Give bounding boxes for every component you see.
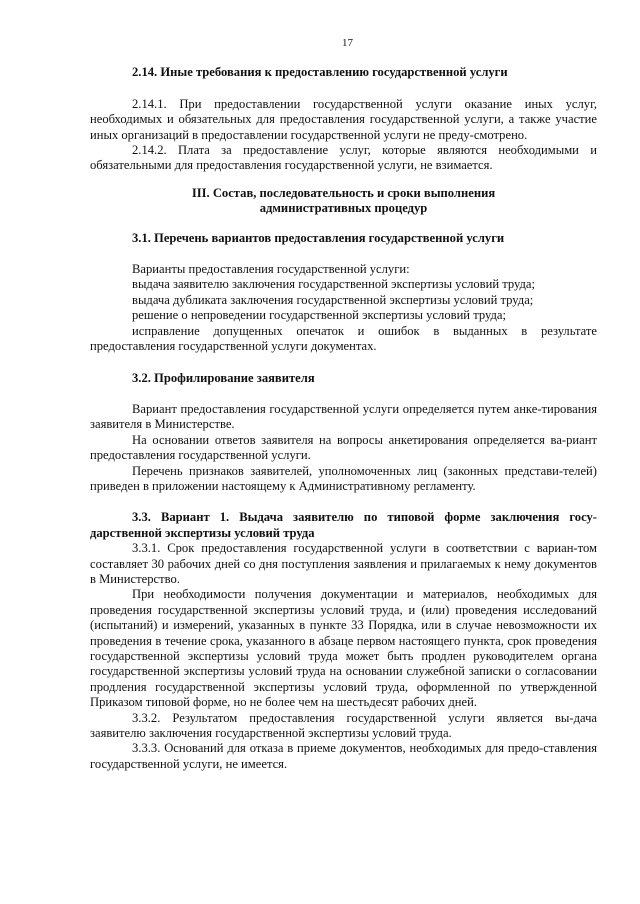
section-2-14 (90, 65, 597, 173)
chapter-3-heading (90, 186, 597, 217)
page-number: 17 (342, 37, 353, 49)
chapter-title-line-2: административных процедур (259, 201, 428, 216)
chapter-title (90, 186, 597, 217)
variant-item: выдача заявителю заключения государственной экспертизы условий труда; (132, 277, 536, 292)
section-3-2 (90, 371, 597, 495)
section-heading-2-14: 2.14. Иные требования к предоставлению государственной услуги (132, 65, 508, 80)
paragraph-2-14-2: 2.14.2. Плата за предоставление услуг, которые являются необходимыми и обязательными для предоставления государственной услуги, не взимается. (90, 143, 597, 173)
paragraph-3-2-1: Вариант предоставления государственной услуги определяется путем анке-тирования заявителя в Министерстве. (90, 401, 597, 432)
section-heading-3-1: 3.1. Перечень вариантов предоставления государственной услуги (132, 230, 505, 245)
variant-item: решение о непроведении государственной экспертизы условий труда; (132, 308, 506, 323)
section-3-3 (90, 510, 597, 772)
paragraph-3-3-1: 3.3.1. Срок предоставления государственной услуги в соответствии с вариан-том составляет 30 рабочих дней со дня поступления заявления и прилагаемых к нему документов в Министерство. (90, 541, 597, 586)
variant-item: исправление допущенных опечаток и ошибок в выданных в результате предоставления государственной услуги документах. (90, 323, 597, 354)
section-heading-3-3: 3.3. Вариант 1. Выдача заявителю по типовой форме заключения госу-дарственной экспертизы условий труда (90, 510, 597, 540)
section-3-1 (90, 231, 597, 355)
paragraph-3-2-3: Перечень признаков заявителей, уполномоченных лиц (законных представи-телей) приведен в приложении настоящему к Административному регламенту. (90, 463, 597, 493)
section-heading-3-2: 3.2. Профилирование заявителя (132, 370, 315, 385)
variant-item: выдача дубликата заключения государственной экспертизы условий труда; (132, 292, 534, 307)
paragraph-2-14-1: 2.14.1. При предоставлении государственной услуги оказание иных услуг, необходимых и обязательных для предоставления государственной услуги, а также участие иных организаций в предоставлении государственной услуги не преду-смотрено. (90, 96, 597, 142)
paragraph-3-3-3: 3.3.3. Оснований для отказа в приеме документов, необходимых для предо-ставления государственной услуги, не имеется. (90, 741, 597, 771)
paragraph-3-3-2: 3.3.2. Результатом предоставления государственной услуги является вы-дача заявителю заключения государственной экспертизы условий труда. (90, 710, 597, 741)
paragraph-3-3-1-extension: При необходимости получения документации и материалов, необходимых для проведения государственной экспертизы условий труда, и (или) проведения исследований (испытаний) и измерений, указанных в пункте 33 Порядка, или в случае невозможности их проведения в течение срока, указанного в абзаце первом настоящего пункта, срок проведения государственной экспертизы условий труда может быть продлен руководителем органа государственной экспертизы условий труда на основании служебной записки о согласовании продления государственной экспертизы условий труда, оформленной по утвержденной Приказом типовой форме, но не более чем на шестьдесят рабочих дней. (90, 587, 597, 710)
chapter-title-line-1: III. Состав, последовательность и сроки выполнения (191, 185, 496, 200)
variants-intro: Варианты предоставления государственной услуги: (132, 262, 410, 277)
paragraph-3-2-2: На основании ответов заявителя на вопросы анкетирования определяется ва-риант предоставления государственной услуги. (90, 432, 597, 463)
